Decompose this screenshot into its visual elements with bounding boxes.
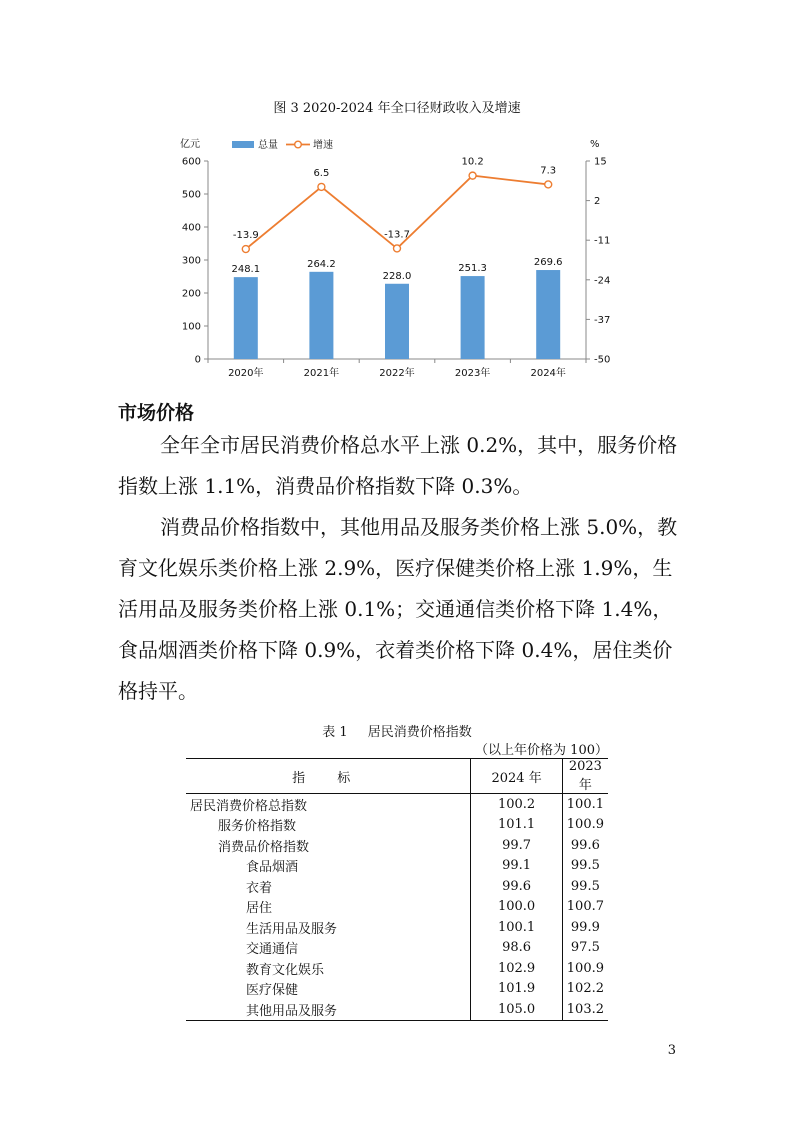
left-tick-label: 500 xyxy=(181,189,201,201)
row-value-2023: 100.9 xyxy=(566,960,604,976)
row-value-2023: 100.1 xyxy=(566,796,604,812)
table-row xyxy=(186,794,608,815)
left-tick-label: 600 xyxy=(181,156,201,168)
table-row xyxy=(186,856,608,877)
row-value-2023: 100.9 xyxy=(566,817,604,833)
header-2024: 2024 年 xyxy=(471,759,562,794)
table-row xyxy=(186,979,608,1000)
growth-point xyxy=(318,183,325,190)
growth-value-label: 7.3 xyxy=(540,165,557,177)
bar-2020年 xyxy=(234,277,258,359)
row-value-2024: 100.0 xyxy=(471,897,562,918)
bar-2021年 xyxy=(309,272,333,359)
table-row xyxy=(186,917,608,938)
row-value-2023: 99.5 xyxy=(570,858,600,874)
row-value-2023: 103.2 xyxy=(562,999,608,1020)
bar-value-label: 264.2 xyxy=(307,258,336,270)
row-indicator: 医疗保健 xyxy=(186,979,471,1000)
revenue-chart xyxy=(176,130,621,385)
left-tick-label: 200 xyxy=(181,288,201,300)
row-value-2024: 100.2 xyxy=(471,794,562,815)
section-heading: 市场价格 xyxy=(118,402,195,424)
table-row xyxy=(186,938,608,959)
row-indicator: 居住 xyxy=(186,897,471,918)
table-note: （以上年价格为 100） xyxy=(475,743,608,758)
row-indicator: 居民消费价格总指数 xyxy=(186,794,471,815)
table-header-row xyxy=(186,759,608,794)
table-caption: 居民消费价格指数 xyxy=(367,725,472,740)
growth-value-label: 10.2 xyxy=(461,156,484,168)
right-axis-unit: % xyxy=(590,139,600,150)
paragraph-cpi-summary-text: 全年全市居民消费价格总水平上涨 0.2%，其中，服务价格指数上涨 1.1%，消费品价格指数下降 0.3%。 xyxy=(118,433,678,498)
row-value-2024: 99.7 xyxy=(471,835,562,856)
growth-point xyxy=(469,172,476,179)
row-value-2024: 102.9 xyxy=(471,958,562,979)
right-tick-label: 15 xyxy=(594,156,607,168)
bar-value-label: 248.1 xyxy=(231,264,261,276)
table-row xyxy=(186,835,608,856)
bar-value-label: 269.6 xyxy=(533,257,563,269)
right-tick-label: -37 xyxy=(594,314,611,326)
bar-value-label: 228.0 xyxy=(382,270,412,282)
row-value-2023: 102.2 xyxy=(566,981,604,997)
row-value-2023: 100.7 xyxy=(566,899,604,915)
table-row xyxy=(186,958,608,979)
table-row xyxy=(186,815,608,836)
row-value-2024: 105.0 xyxy=(471,999,562,1020)
table-row xyxy=(186,876,608,897)
row-indicator: 生活用品及服务 xyxy=(186,917,471,938)
bar-2023年 xyxy=(461,276,485,359)
row-indicator: 食品烟酒 xyxy=(186,856,471,877)
row-value-2024: 98.6 xyxy=(471,938,562,959)
x-category-label: 2021年 xyxy=(303,368,340,379)
header-2023: 2023 年 xyxy=(562,759,608,794)
growth-value-label: -13.9 xyxy=(232,230,259,242)
bar-2022年 xyxy=(385,284,409,359)
row-value-2023: 99.5 xyxy=(570,878,600,894)
row-indicator: 其他用品及服务 xyxy=(186,999,471,1020)
row-indicator: 衣着 xyxy=(186,876,471,897)
row-value-2024: 100.1 xyxy=(471,917,562,938)
row-indicator: 交通通信 xyxy=(186,938,471,959)
x-category-label: 2022年 xyxy=(379,368,415,379)
left-tick-label: 0 xyxy=(194,354,201,366)
table-row xyxy=(186,897,608,918)
row-value-2024: 99.6 xyxy=(471,876,562,897)
right-tick-label: -11 xyxy=(594,235,611,247)
table-label: 表 1 xyxy=(322,725,348,740)
bar-value-label: 251.3 xyxy=(458,263,487,275)
paragraph-cpi-summary xyxy=(118,425,678,507)
growth-point xyxy=(545,181,552,188)
row-indicator: 教育文化娱乐 xyxy=(186,958,471,979)
x-category-label: 2024年 xyxy=(530,368,566,379)
right-tick-label: -50 xyxy=(594,354,611,366)
growth-value-label: 6.5 xyxy=(313,167,330,179)
paragraph-cpi-categories-text: 消费品价格指数中，其他用品及服务类价格上涨 5.0%，教育文化娱乐类价格上涨 2.9%，医疗保健类价格上涨 1.9%，生活用品及服务类价格上涨 0.1%；交通通信类价格下降 1.4%，食品烟酒类价格下降 0.9%，衣着类价格下降 0.4%，居住类价格持平。 xyxy=(118,515,678,703)
figure-title: 图 3 2020-2024 年全口径财政收入及增速 xyxy=(273,101,521,116)
growth-point xyxy=(242,246,249,253)
row-value-2023: 99.6 xyxy=(570,837,600,853)
x-category-label: 2020年 xyxy=(228,368,264,379)
bar-2024年 xyxy=(536,270,560,359)
header-indicator: 指 标 xyxy=(186,759,471,794)
right-tick-label: -24 xyxy=(594,275,611,287)
row-value-2023: 99.9 xyxy=(570,919,600,935)
left-axis-unit: 亿元 xyxy=(180,139,200,150)
table-title xyxy=(0,721,794,740)
row-value-2024: 101.9 xyxy=(471,979,562,1000)
right-tick-label: 2 xyxy=(594,196,601,208)
x-category-label: 2023年 xyxy=(454,368,491,379)
row-indicator: 服务价格指数 xyxy=(186,815,471,836)
left-tick-label: 100 xyxy=(181,321,201,333)
row-value-2024: 99.1 xyxy=(471,856,562,877)
row-value-2023: 97.5 xyxy=(570,940,600,956)
legend-line-label: 增速 xyxy=(313,140,333,151)
paragraph-cpi-categories xyxy=(118,507,678,712)
growth-point xyxy=(394,245,401,252)
table-row xyxy=(186,999,608,1020)
left-tick-label: 400 xyxy=(181,222,201,234)
row-value-2024: 101.1 xyxy=(471,815,562,836)
legend-bar-label: 总量 xyxy=(258,140,278,151)
row-indicator: 消费品价格指数 xyxy=(186,835,471,856)
left-tick-label: 300 xyxy=(181,255,201,267)
legend-line-marker xyxy=(295,141,302,148)
page-number: 3 xyxy=(667,1043,676,1058)
growth-value-label: -13.7 xyxy=(384,229,410,241)
cpi-table xyxy=(186,758,608,1021)
legend-bar-swatch xyxy=(232,141,254,148)
